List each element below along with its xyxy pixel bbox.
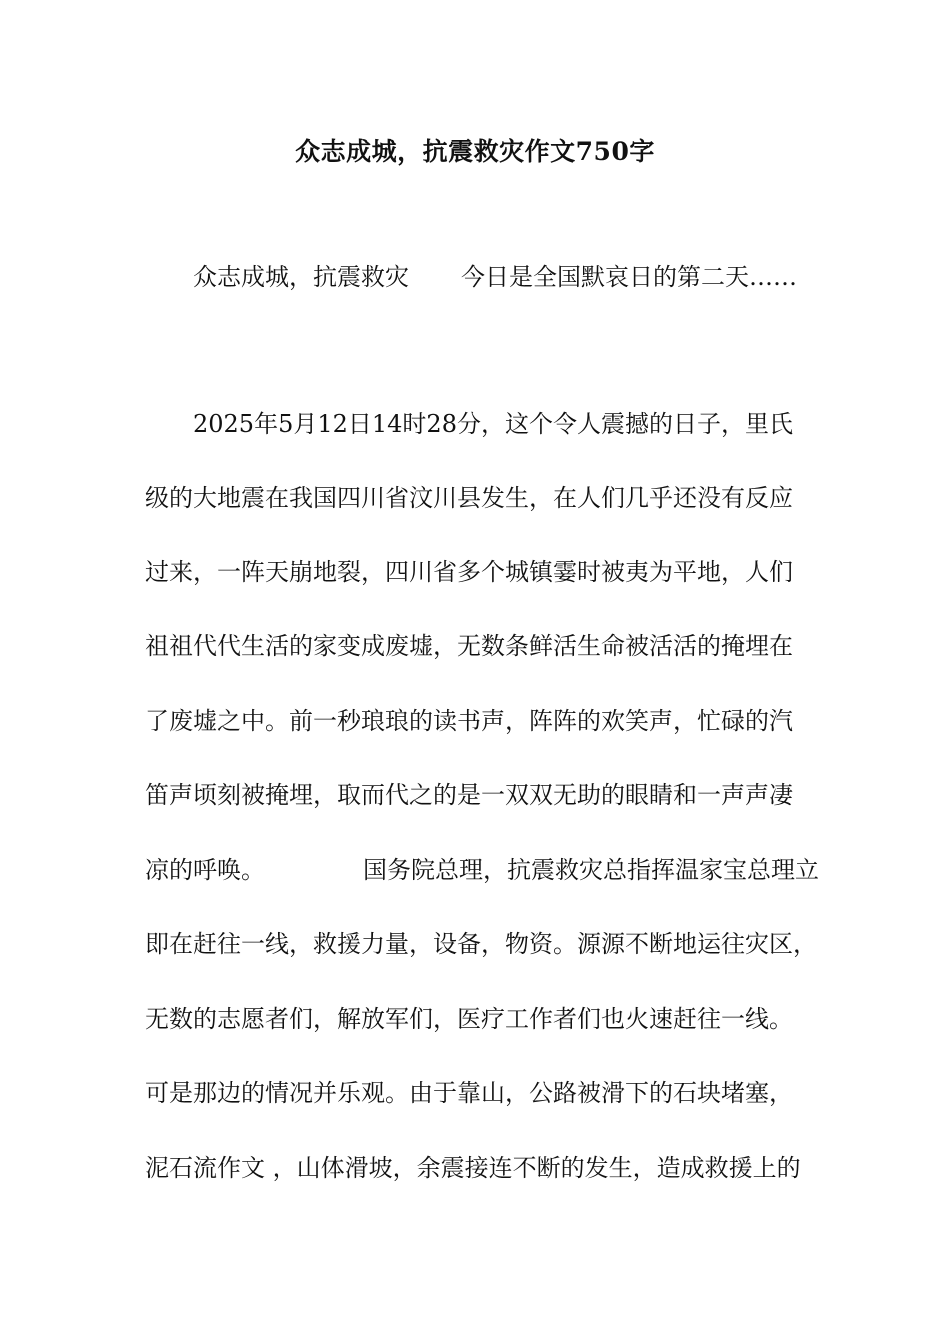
- paragraph-line: 泥石流作文 ，山体滑坡，余震接连不断的发生，造成救援上的: [145, 1154, 801, 1182]
- paragraph-line: 可是那边的情况并乐观。由于靠山，公路被滑下的石块堵塞，: [145, 1079, 793, 1107]
- document-title: 众志成城，抗震救灾作文750字: [295, 137, 655, 166]
- paragraph-line: 过来，一阵天崩地裂，四川省多个城镇霎时被夷为平地，人们: [145, 558, 793, 586]
- subtitle-line: [193, 262, 797, 292]
- paragraph-line: 祖祖代代生活的家变成废墟，无数条鲜活生命被活活的掩埋在: [145, 632, 793, 660]
- paragraph-line: 了废墟之中。前一秒琅琅的读书声，阵阵的欢笑声，忙碌的汽: [145, 707, 793, 735]
- paragraph-fragment: 凉的呼唤。: [145, 856, 265, 884]
- paragraph-line: 笛声顷刻被掩埋，取而代之的是一双双无助的眼睛和一声声凄: [145, 781, 793, 809]
- paragraph-line: 2025年5月12日14时28分，这个令人震撼的日子，里氏: [193, 410, 793, 438]
- paragraph-fragment: 国务院总理，抗震救灾总指挥温家宝总理立: [363, 856, 819, 884]
- paragraph-line-split: [145, 855, 819, 885]
- paragraph-line: 级的大地震在我国四川省汶川县发生，在人们几乎还没有反应: [145, 484, 793, 512]
- subtitle-continuation: 今日是全国默哀日的第二天……: [461, 263, 797, 291]
- paragraph-line: 无数的志愿者们，解放军们，医疗工作者们也火速赶往一线。: [145, 1005, 793, 1033]
- subtitle-text: 众志成城，抗震救灾: [193, 263, 409, 291]
- paragraph-line: 即在赶往一线，救援力量，设备，物资。源源不断地运往灾区，: [145, 930, 817, 958]
